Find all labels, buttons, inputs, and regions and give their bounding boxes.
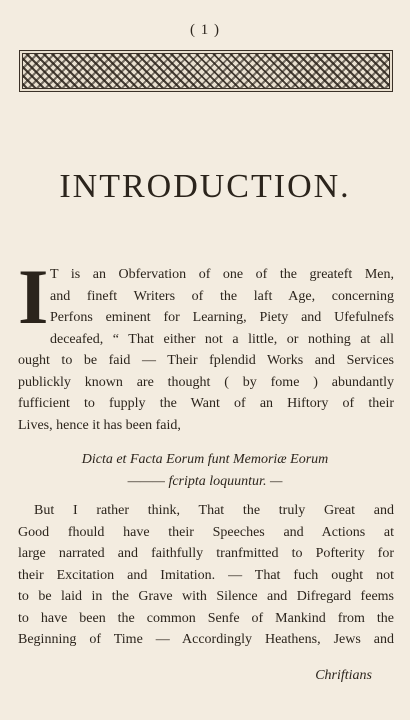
chapter-title: INTRODUCTION. [59, 168, 351, 205]
text-line: to be laid in the Grave with Silence and Difregard feems [18, 589, 394, 604]
text-line: Good fhould have their Speeches and Actions at [18, 524, 394, 540]
text-line: Perfons eminent for Learning, Piety and Ufefulnefs [50, 310, 394, 325]
text-line: large narrated and faithfully tranfmitted to Pofterity for [18, 546, 394, 561]
latin-quote-line-1: Dicta et Facta Eorum funt Memoriæ Eorum [81, 452, 329, 467]
drop-cap: I [18, 253, 49, 340]
paragraph-1 [18, 253, 394, 436]
decorative-headpiece [19, 50, 393, 92]
text-line: publickly known are thought ( by fome ) abundantly [18, 374, 394, 390]
paragraph-2 [18, 500, 394, 651]
latin-quote-line-2: ——— fcripta loquuntur. — [127, 474, 283, 489]
text-line: their Excitation and Imitation. — That fuch ought not [18, 567, 394, 583]
text-line: T is an Obfervation of one of the greateft Men, [50, 267, 394, 282]
text-line: But I rather think, That the truly Great and [34, 503, 394, 518]
text-line: and fineft Writers of the laft Age, concerning [50, 288, 394, 304]
text-line: Beginning of Time — Accordingly Heathens, Jews and [18, 632, 394, 647]
text-line: fufficient to fupply the Want of an Hiftory of their [18, 396, 394, 411]
text-line: deceafed, “ That either not a little, or nothing at all [50, 331, 394, 347]
text-line: to have been the common Senfe of Mankind from the [18, 610, 394, 626]
catchword: Chriftians [315, 668, 372, 683]
text-line: Lives, hence it has been faid, [18, 417, 181, 433]
text-line: ought to be faid — Their fplendid Works and Services [18, 353, 394, 368]
page-number: ( 1 ) [190, 22, 220, 38]
